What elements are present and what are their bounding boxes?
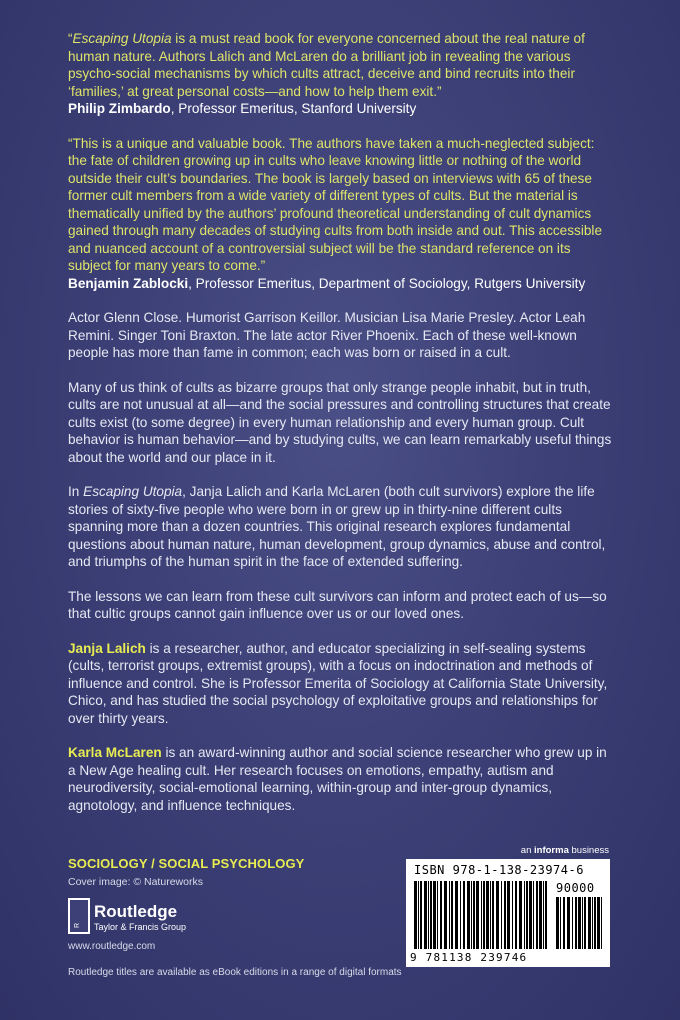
informa-prefix: an — [520, 845, 535, 856]
back-cover-text — [68, 30, 616, 831]
description-para-2: Many of us think of cults as bizarre groups that only strange people inhabit, but in truth, cults are not unusual at all—and the social pressures and controlling structures that create cults exist (to some degree) in every human relationship and every human group. Cult behavior is human behavior—and by studying cults, we can learn remarkably useful things about the world and our place in it. — [68, 379, 612, 465]
informa-brand: informa — [534, 845, 569, 856]
publisher-name: Routledge — [94, 902, 178, 921]
price-barcode-bars — [556, 897, 602, 949]
informa-business-label — [521, 845, 609, 856]
para-text: , Janja Lalich and Karla McLaren (both cult survivors) explore the life stories of sixty-five people who were born in or grew up in thirty-nine different cults spanning more than a dozen countries. This original research explores fundamental questions about human nature, human development, group dynamics, abuse and control, and triumphs of the human spirit in the face of extended suffering. — [68, 484, 606, 569]
bio-text: is an award-winning author and social science researcher who grew up in a New Age healing cult. Her research focuses on emotions, empathy, autism and neurodiversity, social-emotional learning, within-group and inter-group dynamics, agnotology, and influence techniques. — [68, 745, 607, 813]
price-code: 90000 — [556, 881, 595, 895]
subject-category: SOCIOLOGY / SOCIAL PSYCHOLOGY — [68, 856, 305, 871]
book-title: Escaping Utopia — [83, 484, 183, 499]
attribution-zimbardo — [68, 100, 616, 118]
author-title: , Professor Emeritus, Stanford University — [170, 101, 417, 116]
quote-zablocki: “This is a unique and valuable book. The authors have taken a much-neglected subject: the fate of children growing up in cults who leave knowing little or nothing of the world outside their cult’s boundaries. The book is largely based on interviews with 65 of these former cult members from a wide variety of different types of cults. But the material is thematically unified by the authors’ profound theoretical understanding of cult dynamics gained through many decades of studying cults from both inside and out. This accessible and nuanced account of a controversial subject will be the standard reference on its subject for many years to come.” — [68, 135, 602, 273]
routledge-logo-icon — [68, 898, 90, 934]
publisher-subtitle: Taylor & Francis Group — [94, 922, 187, 932]
book-title: Escaping Utopia — [72, 31, 172, 46]
description-para-1: Actor Glenn Close. Humorist Garrison Keillor. Musician Lisa Marie Presley. Actor Leah Remini. Singer Toni Braxton. The late actor River Phoenix. Each of these well-known people has more than fame in common; each was born or raised in a cult. — [68, 310, 586, 360]
attribution-zablocki — [68, 275, 616, 293]
author-bio-lalich — [68, 640, 616, 728]
author-bio-mclaren — [68, 744, 616, 814]
publisher-website: www.routledge.com — [68, 941, 156, 952]
description-para-3 — [68, 483, 616, 571]
isbn-barcode — [406, 859, 610, 967]
publisher-logo — [68, 898, 208, 938]
barcode-bars — [414, 881, 550, 949]
quote-text: is a must read book for everyone concerned about the real nature of human nature. Authors Lalich and McLaren do a brilliant job in revealing the various psycho-social mechanisms by which cults attract, deceive and bind recruits into their ‘families,’ at great personal costs—and how to help them exit.” — [68, 31, 585, 99]
para-prefix: In — [68, 484, 84, 499]
bio-name: Karla McLaren — [68, 745, 162, 760]
author-name: Philip Zimbardo — [68, 101, 171, 116]
author-name: Benjamin Zablocki — [68, 275, 189, 291]
isbn-text: ISBN 978-1-138-23974-6 — [414, 863, 584, 877]
bio-name: Janja Lalich — [68, 640, 146, 656]
quote-zimbardo — [68, 30, 616, 100]
author-title: , Professor Emeritus, Department of Sociology, Rutgers University — [188, 275, 586, 291]
barcode-number: 9 781138 239746 — [410, 951, 528, 964]
bio-text: is a researcher, author, and educator specializing in self-sealing systems (cults, terrorist groups, extremist groups), with a focus on indoctrination and methods of influence and control. She is Professor Emerita of Sociology at California State University, Chico, and has studied the social psychology of exploitative groups and relationships for over thirty years. — [68, 640, 608, 726]
open-quote: “ — [68, 31, 73, 46]
description-para-4: The lessons we can learn from these cult survivors can inform and protect each of us—so that cultic groups cannot gain influence over us or our loved ones. — [68, 588, 607, 621]
ebook-note: Routledge titles are available as eBook editions in a range of digital formats — [68, 967, 402, 978]
cover-credit: Cover image: © Natureworks — [68, 876, 203, 888]
informa-suffix: business — [568, 845, 609, 856]
svg-text:R: R — [74, 922, 81, 928]
